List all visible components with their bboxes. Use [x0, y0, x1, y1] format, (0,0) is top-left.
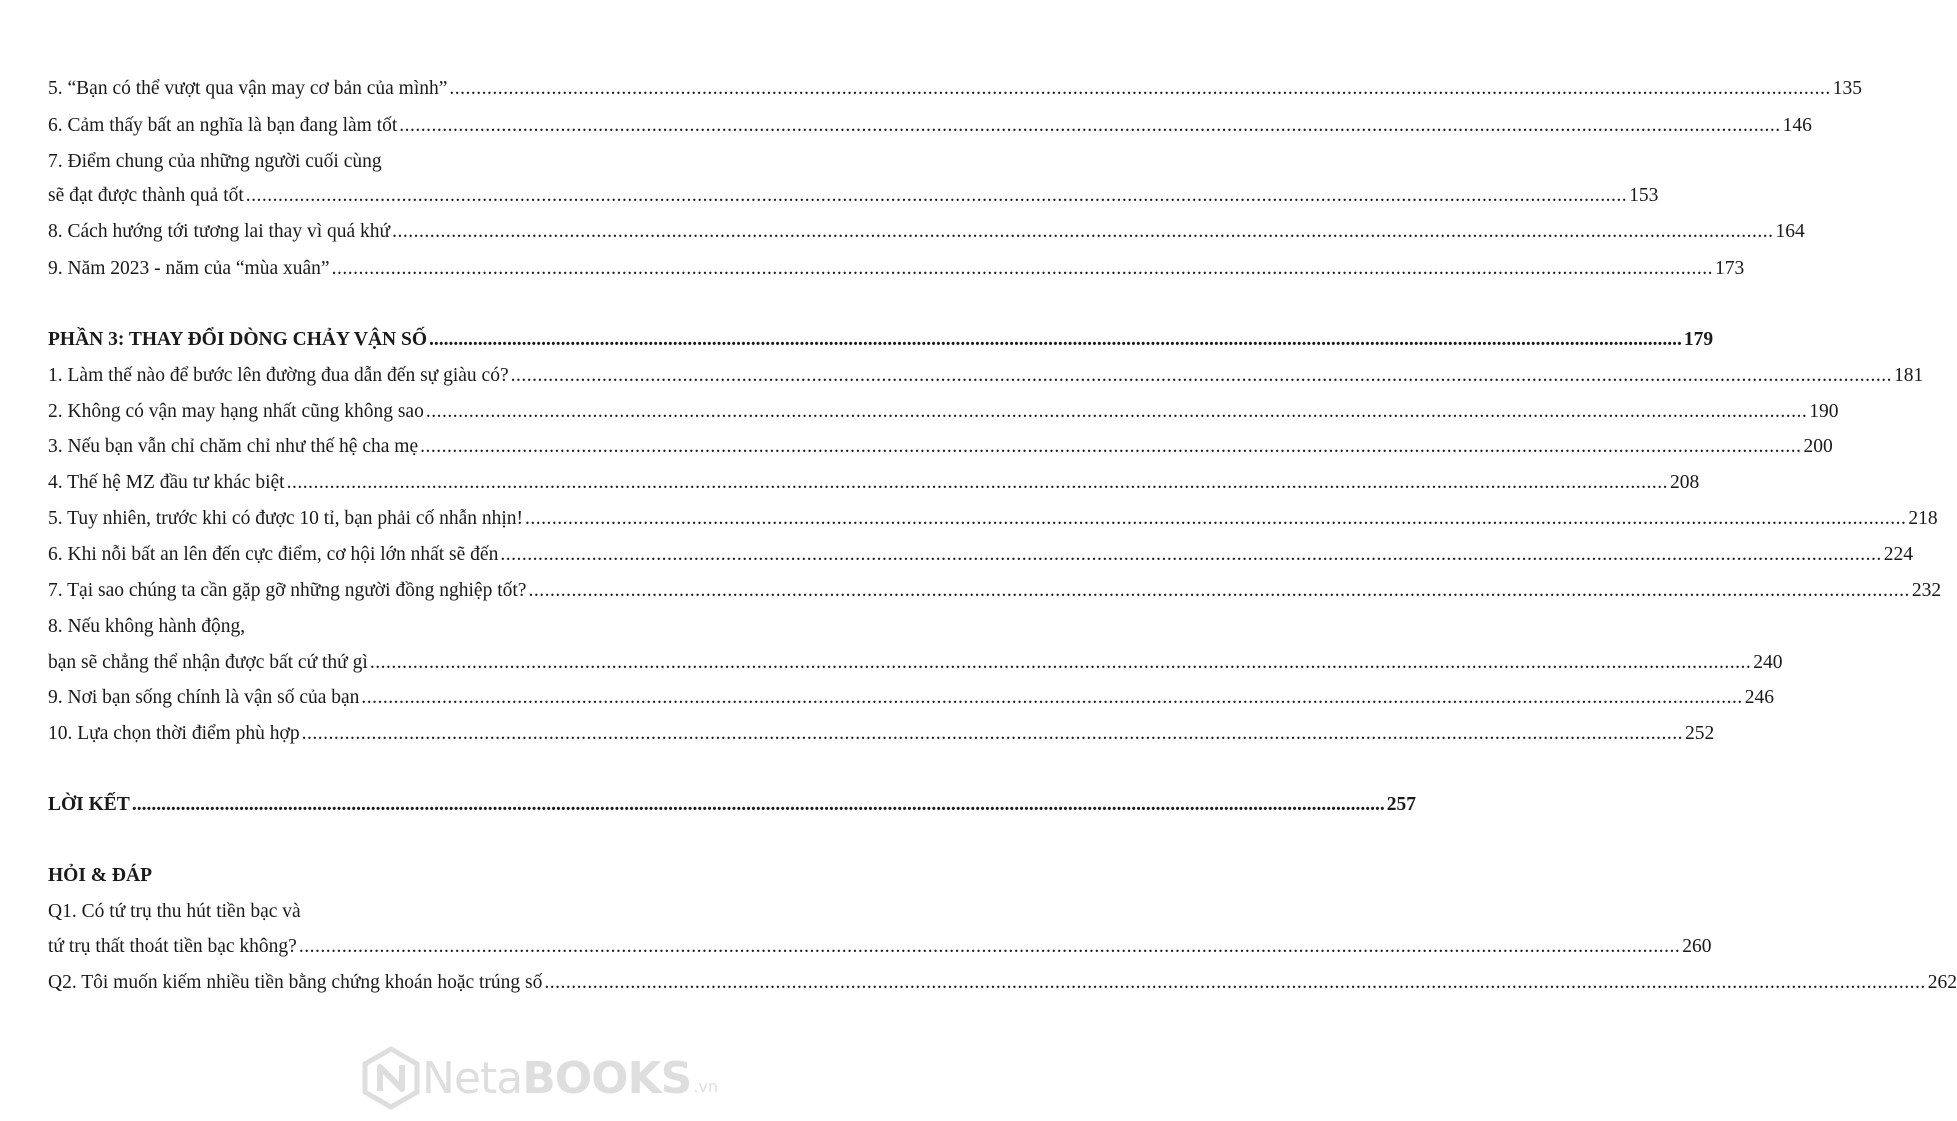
toc-entry-page: 153: [1629, 185, 1659, 206]
toc-entry-title-line1: 8. Nếu không hành động,: [48, 616, 246, 637]
toc-entry-page: 232: [1911, 580, 1942, 601]
leader-dots: [246, 183, 1627, 209]
watermark-suffix: .vn: [693, 1077, 719, 1096]
leader-dots: [420, 434, 1801, 460]
toc-entry-page: 246: [1744, 687, 1775, 708]
watermark-brand-light: Neta: [422, 1052, 523, 1104]
part-heading-title: PHẦN 3: THAY ĐỔI DÒNG CHẢY VẬN SỐ: [48, 329, 428, 350]
toc-entry-page: 260: [1682, 936, 1712, 957]
epilogue-heading: [48, 792, 1416, 818]
toc-entry-page: 164: [1775, 221, 1805, 242]
leader-dots: [332, 256, 1713, 282]
part-heading-page: 179: [1683, 329, 1714, 350]
toc-entry-title: 2. Không có vận may hạng nhất cũng không sao: [48, 401, 424, 422]
epilogue-title: LỜI KẾT: [48, 794, 130, 815]
toc-entry-title: 7. Tại sao chúng ta cần gặp gỡ những người đồng nghiệp tốt?: [48, 580, 527, 601]
toc-entry: [48, 399, 1839, 425]
toc-entry-title: tứ trụ thất thoát tiền bạc không?: [48, 936, 297, 957]
toc-entry: [48, 219, 1805, 245]
leader-dots: [429, 327, 1682, 353]
toc-entry-page: 190: [1809, 401, 1839, 422]
part-heading: [48, 327, 1714, 353]
leader-dots: [392, 219, 1773, 245]
netabooks-logo-icon: [362, 1047, 420, 1109]
toc-entry-title-line1: Q1. Có tứ trụ thu hút tiền bạc và: [48, 901, 301, 922]
toc-entry-page: 173: [1714, 258, 1745, 279]
toc-entry-page: 218: [1908, 508, 1938, 529]
toc-entry-title: 6. Khi nỗi bất an lên đến cực điểm, cơ hội lớn nhất sẽ đến: [48, 544, 499, 565]
toc-entry: [48, 721, 1715, 747]
toc-entry-title: 3. Nếu bạn vẫn chỉ chăm chỉ như thế hệ cha mẹ: [48, 436, 419, 457]
leader-dots: [361, 685, 1742, 711]
toc-entry-title: 6. Cảm thấy bất an nghĩa là bạn đang làm tốt: [48, 115, 398, 136]
toc-entry-page: 224: [1883, 544, 1913, 565]
toc-entry: [48, 256, 1745, 282]
leader-dots: [426, 399, 1807, 425]
leader-dots: [525, 506, 1906, 532]
toc-entry: [48, 113, 1812, 139]
toc-entry-title: bạn sẽ chẳng thể nhận được bất cứ thứ gì: [48, 652, 368, 673]
watermark: [362, 1046, 718, 1110]
toc-entry: [48, 506, 1938, 532]
watermark-brand-bold: BOOKS: [522, 1052, 692, 1104]
toc-entry-page: 252: [1685, 723, 1715, 744]
toc-entry-title: 9. Năm 2023 - năm của “mùa xuân”: [48, 258, 330, 279]
toc-entry-title-line1: 7. Điểm chung của những người cuối cùng: [48, 151, 382, 172]
toc-entry: [48, 650, 1783, 676]
toc-entry-title: 4. Thế hệ MZ đầu tư khác biệt: [48, 472, 285, 493]
toc-entry: [48, 470, 1700, 496]
leader-dots: [399, 113, 1780, 139]
toc-entry: [48, 363, 1924, 389]
toc-entry-title: 9. Nơi bạn sống chính là vận số của bạn: [48, 687, 360, 708]
leader-dots: [299, 934, 1680, 960]
leader-dots: [449, 76, 1830, 102]
leader-dots: [287, 470, 1668, 496]
toc-entry-page: 146: [1782, 115, 1812, 136]
toc-entry: [48, 542, 1913, 568]
leader-dots: [544, 970, 1925, 996]
leader-dots: [528, 578, 1909, 604]
toc-entry-title: 1. Làm thế nào để bước lên đường đua dẫn đến sự giàu có?: [48, 365, 509, 386]
leader-dots: [302, 721, 1683, 747]
toc-entry-page: 181: [1894, 365, 1924, 386]
leader-dots: [500, 542, 1881, 568]
toc-entry-page: 262: [1927, 972, 1957, 993]
leader-dots: [511, 363, 1892, 389]
toc-entry-page: 208: [1669, 472, 1700, 493]
watermark-brand: [422, 1053, 691, 1104]
toc-entry-title: 10. Lựa chọn thời điểm phù hợp: [48, 723, 300, 744]
toc-entry-page: 200: [1803, 436, 1833, 457]
toc-entry: [48, 578, 1942, 604]
epilogue-page: 257: [1386, 794, 1416, 815]
toc-entry: [48, 685, 1775, 711]
qa-heading: HỎI & ĐÁP: [48, 865, 152, 886]
toc-entry-title: 5. “Bạn có thể vượt qua vận may cơ bản của mình”: [48, 78, 448, 99]
toc-entry-title: Q2. Tôi muốn kiếm nhiều tiền bằng chứng khoán hoặc trúng số: [48, 972, 543, 993]
toc-entry: [48, 970, 1957, 996]
toc-entry-title: 8. Cách hướng tới tương lai thay vì quá khứ: [48, 221, 391, 242]
toc-entry-page: 135: [1832, 78, 1863, 99]
leader-dots: [370, 650, 1751, 676]
toc-entry: [48, 934, 1712, 960]
toc-entry-title: 5. Tuy nhiên, trước khi có được 10 tỉ, bạn phải cố nhẫn nhịn!: [48, 508, 524, 529]
toc-entry: [48, 76, 1863, 102]
toc-entry-page: 240: [1753, 652, 1783, 673]
toc-entry: [48, 434, 1833, 460]
toc-entry: [48, 183, 1659, 209]
toc-entry-title: sẽ đạt được thành quả tốt: [48, 185, 244, 206]
leader-dots: [132, 792, 1385, 818]
